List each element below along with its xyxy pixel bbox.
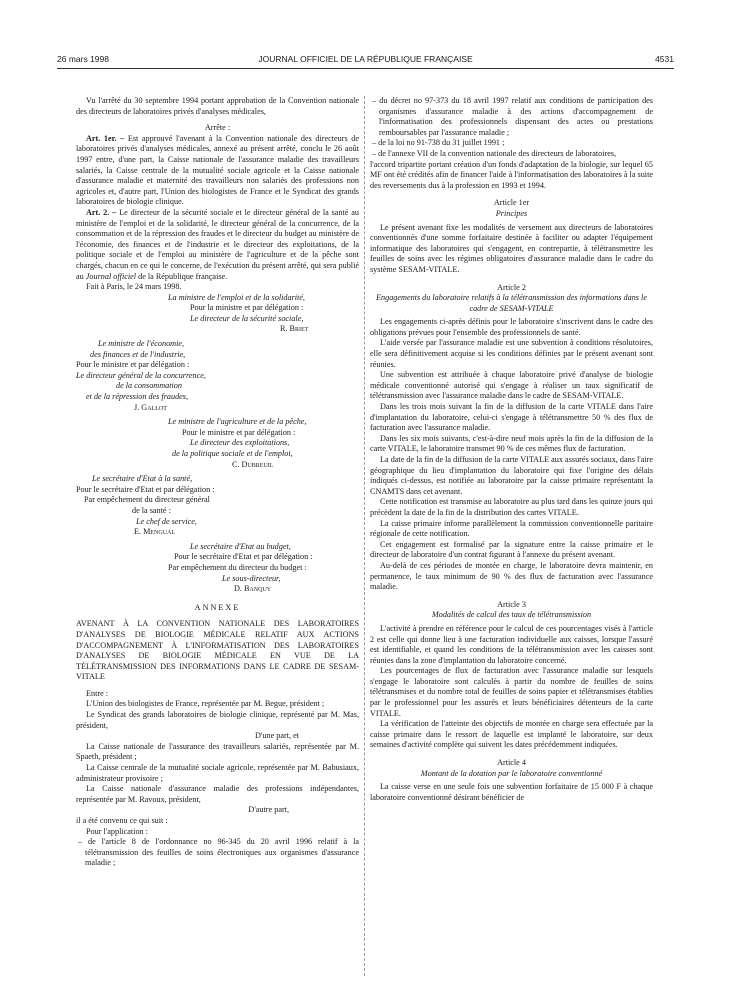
right-column bbox=[370, 96, 653, 803]
running-header bbox=[57, 54, 674, 68]
signature-line: Pour le secrétaire d'Etat et par délégation : bbox=[76, 484, 215, 494]
article-2-body: Une subvention est attribuée à chaque laboratoire privé d'analyse de biologie médicale conventionné autorisé qui s'engage à réaliser un taux significatif de télétransmission avec l'assurance maladie dans le cadre de SESAM-VITALE. bbox=[370, 370, 653, 401]
article-2-body: L'aide versée par l'assurance maladie est une subvention à conditions résolutoires, elle sera définitivement acquise si les conditions définies par le présent avenant sont réunies. bbox=[370, 338, 653, 369]
annexe-heading: ANNEXE bbox=[194, 602, 241, 612]
signature-name: D. Banquy bbox=[234, 584, 272, 594]
header-rule bbox=[57, 68, 674, 69]
application-list bbox=[76, 837, 359, 869]
application-line: Pour l'application : bbox=[86, 826, 148, 836]
article-2-body: Dans les trois mois suivant la fin de la diffusion de la carte VITALE dans l'aire d'implantation du laboratoire, celui-ci s'engage à télétransmettre 50 % des flux de facturation avec l'assurance maladie. bbox=[370, 402, 653, 433]
article-2-body: Au-delà de ces périodes de montée en charge, le laboratoire devra maintenir, en permanence, le taux minimum de 90 % des flux de facturation avec l'assurance maladie. bbox=[370, 560, 653, 592]
article-3-heading: Article 3 bbox=[497, 599, 526, 609]
article-4-heading: Article 4 bbox=[497, 758, 526, 768]
party-line: D'autre part, bbox=[248, 805, 289, 815]
signature-line: et de la répression des fraudes, bbox=[86, 392, 189, 402]
article-2-jo: Journal officiel bbox=[85, 271, 137, 281]
article-1-body: Le présent avenant fixe les modalités de versement aux directeurs de laboratoires conventionnés d'une somme forfaitaire destinée à faciliter ou adapter l'équipement informatique des laboratoires qui s'engagent, en contrepartie, à télétransmettre les feuilles de soins avec les régimes obligatoires d'assurance maladie dans le cadre du système SESAM-VITALE. bbox=[370, 222, 653, 274]
party-line: Le Syndicat des grands laboratoires de biologie clinique, représenté par M. Mas, président, bbox=[76, 710, 359, 730]
column-divider bbox=[364, 96, 365, 976]
signature-name: E. Mengual bbox=[134, 527, 176, 537]
article-2-text: Le directeur de la sécurité sociale et le directeur général de la santé au ministère de l'emploi et de la solidarité, le directeur général de la concurrence, de la consommation et de la répression des fraudes et le directeur du budget au ministère de l'économie, des finances et de l'industrie et le directeur des exploitations, de la politique sociale et de l'emploi au ministère de l'agriculture et de la pêche sont chargés, chacun en ce qui le concerne, de l'exécution du présent arrêté, qui sera publié au bbox=[76, 207, 359, 281]
arrete-heading: Arrête : bbox=[204, 123, 231, 133]
article-4-subtitle: Montant de la dotation par le laboratoire conventionné bbox=[420, 768, 603, 778]
signature-line: des finances et de l'industrie, bbox=[90, 349, 186, 359]
article-1-label: Art. 1er. – bbox=[86, 133, 125, 143]
signature-line: Pour le secrétaire d'Etat et par délégation : bbox=[174, 552, 313, 562]
signature-line: Le secrétaire d'Etat à la santé, bbox=[92, 474, 193, 484]
article-2-body: Les engagements ci-après définis pour le laboratoire s'inscrivent dans le cadre des obligations prévues pour l'ensemble des professionnels de santé. bbox=[370, 317, 653, 337]
article-3-body: L'activité à prendre en référence pour le calcul de ces pourcentages visés à l'article 2 est celle qui donne lieu à une facturation individuelle aux caisses, lorsque l'assuré est identifiable, et quand les conditions de la télétransmission avec les caisses sont réunies dans la zone d'implantation du laboratoire concerné. bbox=[370, 623, 653, 665]
list-item: – de l'annexe VII de la convention nationale des directeurs de laboratoires, bbox=[372, 148, 617, 158]
signature-block-3 bbox=[76, 417, 359, 470]
party-line: La Caisse nationale d'assurance maladie des professions indépendantes, représentée par M. Ravoux, président, bbox=[76, 784, 359, 804]
signature-line: Le sous-directeur, bbox=[222, 573, 281, 583]
article-3-body: La vérification de l'atteinte des objectifs de montée en charge sera effectuée par la caisse primaire dans le ressort de laquelle est implanté le laboratoire, sur deux semaines d'activité complète qui suivent les dates précédemment indiquées. bbox=[370, 719, 653, 750]
intro-paragraph: Vu l'arrêté du 30 septembre 1994 portant approbation de la Convention nationale des directeurs de laboratoires privés d'analyses médicales, bbox=[76, 96, 359, 116]
signature-line: de la santé : bbox=[132, 505, 171, 515]
signature-name: C. Dubreuil bbox=[232, 459, 274, 469]
article-2-body: Dans les six mois suivants, c'est-à-dire neuf mois après la fin de la diffusion de la carte VITALE, le laboratoire transmet 90 % de ces mêmes flux de facturation. bbox=[370, 433, 653, 454]
article-1-subtitle: Principes bbox=[495, 208, 528, 218]
list-item: – du décret no 97-373 du 18 avril 1997 relatif aux conditions de participation des organismes d'assurance maladie à des actions d'accompagnement de l'informatisation des professionnels dispensant des actes ou prestations remboursables par l'assurance maladie ; bbox=[372, 96, 653, 137]
article-1-text: Est approuvé l'avenant à la Convention nationale des directeurs de laboratoires privés d'analyses médicales, annexé au présent arrêté, conclu le 26 août 1997 entre, d'une part, la Caisse nationale de l'assurance maladie des travailleurs salariés, la Caisse centrale de la mutualité sociale agricole et la Caisse nationale d'assurance maladie et maternité des travailleurs non salariés des professions non agricoles et, d'autre part, l'Union des biologistes de France et le Syndicat des grands laboratoires de biologie clinique. bbox=[76, 133, 360, 207]
fait-line: Fait à Paris, le 24 mars 1998. bbox=[86, 282, 182, 292]
signature-block-5 bbox=[76, 542, 359, 595]
article-2-end: de la République française. bbox=[136, 271, 228, 281]
article-4-body: La caisse verse en une seule fois une subvention forfaitaire de 15 000 F à chaque laboratoire conventionné désirant bénéficier de bbox=[370, 782, 653, 802]
article-2-label: Art. 2. – bbox=[86, 207, 117, 217]
signature-block-4 bbox=[76, 474, 359, 538]
signature-line: Pour le ministre et par délégation : bbox=[76, 360, 190, 370]
signature-line: Le ministre de l'agriculture et de la pêche, bbox=[168, 417, 307, 427]
signature-line: Le ministre de l'économie, bbox=[98, 339, 185, 349]
header-date: 26 mars 1998 bbox=[57, 54, 109, 64]
signature-line: Le secrétaire d'Etat au budget, bbox=[190, 541, 291, 551]
article-2-body: La date de la fin de la diffusion de la carte VITALE aux assurés sociaux, dans l'aire géographique du lieu d'implantation du laboratoire qui fixe l'origine des délais indiqués ci-dessus, est notifiée au laboratoire par la caisse primaire représentant la CNAMTS dans cet avenant. bbox=[370, 455, 653, 496]
signature-name: R. Briet bbox=[280, 324, 309, 334]
annex-title: AVENANT À LA CONVENTION NATIONALE DES LABORATOIRES D'ANALYSES DE BIOLOGIE MÉDICALE RELATIF AUX ACTIONS D'ACCOMPAGNEMENT À L'INFORMATISATION DES LABORATOIRES D'ANALYSES DE BIOLOGIE MÉDICALE EN VUE DE LA TÉLÉTRANSMISSION DES INFORMATIONS DANS LE CADRE DE SESAM-VITALE bbox=[76, 619, 359, 682]
signature-line: de la consommation bbox=[116, 381, 182, 391]
article-2-body: Cette notification est transmise au laboratoire au plus tard dans les quinze jours qui précèdent la date de la fin de la distribution des cartes VITALE. bbox=[370, 497, 653, 517]
signature-line: Le directeur des exploitations, bbox=[190, 438, 290, 448]
signature-line: Par empêchement du directeur du budget : bbox=[168, 562, 307, 572]
accord-paragraph: l'accord tripartite portant création d'un fonds d'adaptation de la biologie, sur lequel 65 MF ont été crédités afin de financer l'aide à l'informatisation des laboratoires à la suite des reversements dus à la profession en 1993 et 1994. bbox=[370, 159, 653, 190]
signature-block-2 bbox=[76, 339, 359, 413]
article-2-body: Cet engagement est formalisé par la signature entre la caisse primaire et le directeur de laboratoire d'un contrat figurant à l'annexe du présent avenant. bbox=[370, 539, 653, 560]
article-2-heading: Article 2 bbox=[497, 282, 526, 292]
party-line: D'une part, et bbox=[255, 731, 299, 741]
list-item: – de la loi no 91-738 du 31 juillet 1991 ; bbox=[372, 138, 505, 148]
article-2-subtitle: Engagements du laboratoire relatifs à la télétransmission des informations dans le cadre de SESAM-VITALE bbox=[376, 293, 647, 313]
article-1-heading: Article 1er bbox=[493, 198, 530, 208]
entre-line: Entre : bbox=[86, 688, 109, 698]
article-3-subtitle: Modalités de calcul des taux de télétransmission bbox=[431, 610, 592, 620]
page-number: 4531 bbox=[655, 54, 674, 64]
signature-line: Pour la ministre et par délégation : bbox=[190, 303, 304, 313]
article-2-body: La caisse primaire informe parallèlement la commission conventionnelle paritaire régionale de cette notification. bbox=[370, 518, 653, 539]
article-3-body: Les pourcentages de flux de facturation avec l'assurance maladie sur lesquels s'engage le laboratoire sont calculés à partir du nombre de feuilles de soins télétransmises et du nombre total de feuilles de soins papier et télétransmises établies par le professionnel pour les assurés et leurs bénéficiaires détenteurs de la carte VITALE. bbox=[370, 666, 653, 718]
party-line: La Caisse nationale de l'assurance des travailleurs salariés, représentée par M. Spaeth, président ; bbox=[76, 741, 359, 762]
reference-list bbox=[370, 96, 653, 160]
left-column bbox=[76, 96, 359, 869]
journal-title: JOURNAL OFFICIEL DE LA RÉPUBLIQUE FRANÇAISE bbox=[258, 54, 473, 64]
signature-line: de la politique sociale et de l'emploi, bbox=[172, 449, 293, 458]
signature-line: Le chef de service, bbox=[136, 516, 197, 526]
signature-line: La ministre de l'emploi et de la solidarité, bbox=[168, 292, 305, 302]
article-1-paragraph bbox=[76, 134, 359, 208]
article-2-paragraph bbox=[76, 208, 359, 282]
list-item: – de l'article 8 de l'ordonnance no 96-345 du 20 avril 1996 relatif à la télétransmission des feuilles de soins électroniques aux organismes d'assurance maladie ; bbox=[78, 837, 359, 868]
party-line: La Caisse centrale de la mutualité sociale agricole, représentée par M. Babusiaux, administrateur provisoire ; bbox=[76, 763, 359, 783]
signature-block-1 bbox=[76, 293, 359, 335]
signature-line: Par empêchement du directeur général bbox=[84, 495, 210, 505]
signature-line: Le directeur général de la concurrence, bbox=[76, 370, 206, 380]
party-line: L'Union des biologistes de France, représentée par M. Begue, président ; bbox=[86, 699, 325, 709]
signature-line: Le directeur de la sécurité sociale, bbox=[190, 313, 304, 323]
signature-line: Pour le ministre et par délégation : bbox=[182, 427, 296, 437]
signature-name: J. Gallot bbox=[134, 402, 167, 412]
convenu-line: il a été convenu ce qui suit : bbox=[76, 816, 168, 825]
